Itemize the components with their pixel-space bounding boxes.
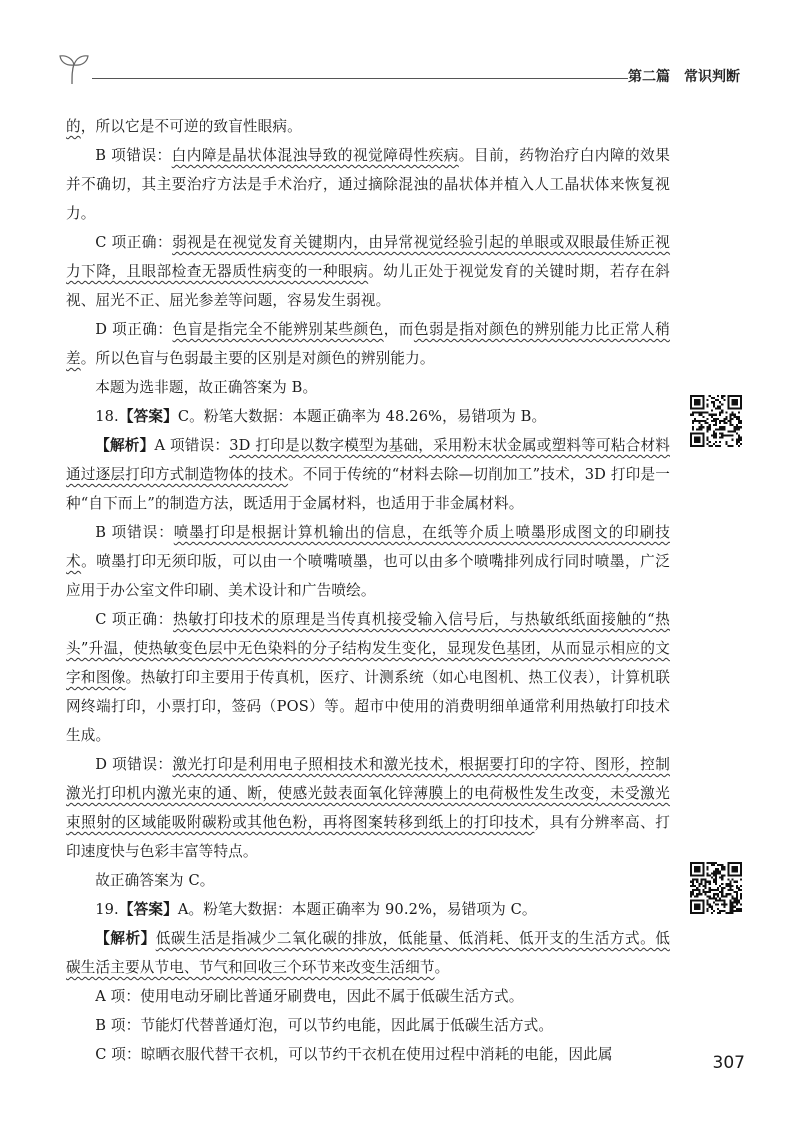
key-point-text: 热敏打印技术的原理是当传真机接受输入信号后，与热敏纸纸面接触的“热头”升温，使热敏变色层中无色染料的分子结构发生变化，显现发色基团，从而显示相应的文字和图像: [66, 611, 670, 686]
text-segment: A。粉笔大数据：本题正确率为 90.2%，易错项为 C。: [177, 901, 537, 918]
paragraph: [66, 1011, 670, 1040]
key-point-text: 喷墨打印是根据计算机输出的信息，在纸等介质上喷墨形成图文的印刷技术: [66, 524, 670, 570]
text-segment: 故正确答案为 C。: [95, 872, 215, 889]
text-segment: 18.: [95, 408, 119, 425]
text-segment: 19.: [95, 901, 119, 918]
label-text: 【答案】: [118, 408, 178, 425]
key-point-text: 低碳生活是指减少二氧化碳的排放，低能量、低消耗、低开支的生活方式。低碳生活主要从节电、节气和回收三个环节来改变生活细节: [66, 930, 670, 976]
paragraph: [66, 866, 670, 895]
text-segment: C 项：晾晒衣服代替干衣机，可以节约干衣机在使用过程中消耗的电能，因此属: [95, 1046, 613, 1063]
paragraph: [66, 373, 670, 402]
text-segment: 。目前，药物治疗白内障的效果并不确切，其主要治疗方法是手术治疗，通过摘除混浊的晶状体并植入人工晶状体来恢复视力。: [66, 147, 670, 222]
text-segment: B 项：节能灯代替普通灯泡，可以节约电能，因此属于低碳生活方式。: [95, 1017, 554, 1034]
paragraph: [66, 518, 670, 605]
text-segment: B 项错误：: [95, 524, 174, 541]
key-point-text: 白内障是晶状体混浊导致的视觉障碍性疾病: [171, 147, 459, 164]
paragraph: [66, 402, 670, 431]
sprout-icon: [58, 52, 98, 86]
paragraph: [66, 895, 670, 924]
paragraph: [66, 982, 670, 1011]
text-segment: 。不同于传统的“材料去除—切削加工”技术，3D 打印是一种“自下而上”的制造方法，既适用于金属材料，也适用于非金属材料。: [66, 466, 670, 512]
key-point-text: 弱视是在视觉发育关键期内，由异常视觉经验引起的单眼或双眼最佳矫正视力下降，且眼部检查无器质性病变的一种眼病: [66, 234, 671, 280]
paragraph: [66, 228, 670, 315]
text-segment: ，具有分辨率高、打印速度快与色彩丰富等特点。: [66, 814, 670, 860]
text-segment: ，而: [383, 321, 414, 338]
header-rule: [92, 78, 628, 79]
text-segment: ，所以它是不可逆的致盲性眼病。: [80, 118, 302, 135]
paragraph: [66, 112, 670, 141]
body-text: [66, 112, 670, 1069]
text-segment: A 项错误：: [154, 437, 230, 454]
qr-code-19-icon[interactable]: [690, 862, 742, 914]
text-segment: 。喷墨打印无须印版，可以由一个喷嘴喷墨，也可以由多个喷嘴排列成行同时喷墨，广泛应用于办公室文件印刷、美术设计和广告喷绘。: [66, 553, 670, 599]
section-title: 第二篇 常识判断: [628, 69, 740, 85]
paragraph: [66, 141, 670, 228]
text-segment: D 项错误：: [95, 756, 173, 773]
key-point-text: 的: [66, 118, 81, 135]
text-segment: 本题为选非题，故正确答案为 B。: [95, 379, 318, 396]
text-segment: A 项：使用电动牙刷比普通牙刷费电，因此不属于低碳生活方式。: [95, 988, 524, 1005]
label-text: 【答案】: [118, 901, 178, 918]
key-point-text: 色弱是指对颜色的辨别能力比正常人稍差: [66, 321, 670, 367]
paragraph: [66, 750, 670, 866]
key-point-text: 激光打印是利用电子照相技术和激光技术，根据要打印的字符、图形，控制激光打印机内激光束的通、断，使感光鼓表面氧化锌薄膜上的电荷极性发生改变，未受激光束照射的区域能吸附碳粉或其他色粉，再将图案转移到纸上的打印技术: [66, 756, 670, 831]
qr-code-18-icon[interactable]: [690, 395, 742, 447]
text-segment: 。: [434, 959, 450, 976]
label-text: 【解析】: [95, 437, 155, 454]
paragraph: [66, 605, 670, 750]
text-segment: C 项正确：: [95, 234, 173, 251]
paragraph: [66, 924, 670, 982]
text-segment: B 项错误：: [95, 147, 172, 164]
text-segment: D 项正确：: [95, 321, 173, 338]
paragraph: [66, 431, 670, 518]
text-segment: C 项正确：: [95, 611, 174, 628]
key-point-text: 3D 打印是以数字模型为基础，采用粉末状金属或塑料等可粘合材料通过逐层打印方式制造物体的技术: [66, 437, 670, 483]
paragraph: [66, 1040, 670, 1069]
text-segment: 。幼儿正处于视觉发育的关键时期，若存在斜视、屈光不正、屈光参差等问题，容易发生弱视。: [66, 263, 670, 309]
paragraph: [66, 315, 670, 373]
text-segment: C。粉笔大数据：本题正确率为 48.26%，易错项为 B。: [177, 408, 547, 425]
text-segment: 。所以色盲与色弱最主要的区别是对颜色的辨别能力。: [80, 350, 435, 367]
key-point-text: 色盲是指完全不能辨别某些颜色: [172, 321, 384, 338]
label-text: 【解析】: [95, 930, 156, 947]
page-number: 307: [712, 1053, 745, 1073]
text-segment: 。热敏打印主要用于传真机，医疗、计测系统（如心电图机、热工仪表），计算机联网终端打印，小票打印，签码（POS）等。超市中使用的消费明细单通常利用热敏打印技术生成。: [66, 669, 670, 744]
